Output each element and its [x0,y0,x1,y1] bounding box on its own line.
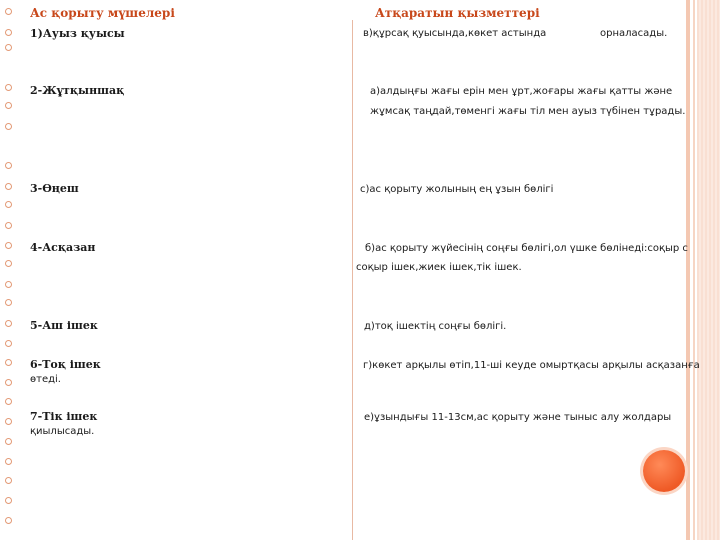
function-text: с)ас қорыту жолының ең ұзын бөлігі [360,184,554,195]
bullet-icon [5,320,12,327]
bullet-icon [5,242,12,249]
stripe [693,0,695,540]
stripe [686,0,690,540]
organ-item: 3-Өңеш [30,182,79,195]
function-text: в)құрсақ қуысында,көкет астында [363,28,547,39]
organ-item: 5-Аш ішек [30,319,98,332]
bullet-icon [5,162,12,169]
bullet-icon [5,497,12,504]
function-text: қиылысады. [30,426,95,437]
bullet-icon [5,359,12,366]
decorative-stripes [686,0,720,540]
organ-item: 7-Тік ішек [30,410,98,423]
bullet-icon [5,84,12,91]
header-functions: Атқаратын қызметтері [375,6,540,20]
bullet-icon [5,418,12,425]
function-text: г)көкет арқылы өтіп,11-ші кеуде омыртқасы арқылы асқазанға [363,360,700,371]
organ-item: 1)Ауыз қуысы [30,27,125,40]
bullet-icon [5,8,12,15]
function-text: д)тоқ ішектің соңғы бөлігі. [364,321,507,332]
organ-item: 6-Тоқ ішек [30,358,101,371]
organ-item: 2-Жұтқыншақ [30,84,125,97]
stripe [697,0,720,540]
bullet-icon [5,123,12,130]
bullet-icon [5,299,12,306]
bullet-icon [5,477,12,484]
function-text: жұмсақ таңдай,төменгі жағы тіл мен ауыз түбінен тұрады. [370,106,686,117]
bullet-icon [5,458,12,465]
bullet-icon [5,398,12,405]
organ-item: 4-Асқазан [30,241,96,254]
function-text: орналасады. [600,28,668,39]
bullet-icon [5,260,12,267]
bullet-rail [5,0,17,540]
bullet-icon [5,379,12,386]
column-divider [352,20,353,540]
bullet-icon [5,29,12,36]
bullet-icon [5,438,12,445]
function-text: е)ұзындығы 11-13см,ас қорыту және тыныс алу жолдары [364,412,672,423]
bullet-icon [5,44,12,51]
bullet-icon [5,201,12,208]
bullet-icon [5,340,12,347]
bullet-icon [5,281,12,288]
orange-circle-icon [643,450,685,492]
header-organs: Ас қорыту мүшелері [30,6,175,20]
function-text: соқыр ішек,жиек ішек,тік ішек. [356,262,522,273]
bullet-icon [5,517,12,524]
bullet-icon [5,183,12,190]
function-text: а)алдыңғы жағы ерін мен ұрт,жоғары жағы қатты және [370,86,673,97]
function-text: өтеді. [30,374,61,385]
bullet-icon [5,222,12,229]
bullet-icon [5,102,12,109]
function-text: б)ас қорыту жүйесінің соңғы бөлігі,ол үшке бөлінеді:соқыр с [365,243,688,254]
